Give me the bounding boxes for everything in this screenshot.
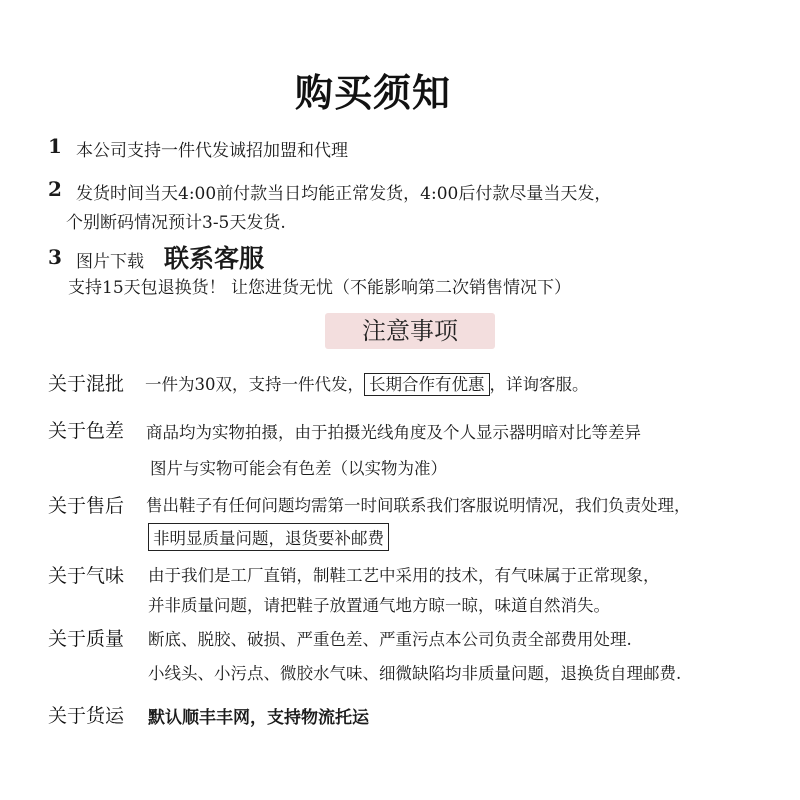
quality-label: 关于质量 — [48, 628, 125, 650]
item-2-text-line1: 发货时间当天4:00前付款当日均能正常发货，4:00后付款尽量当天发， — [76, 184, 612, 204]
smell-line1: 由于我们是工厂直销，制鞋工艺中采用的技术，有气味属于正常现象， — [148, 566, 660, 585]
color-diff-label: 关于色差 — [48, 420, 125, 442]
aftersale-postage-box: 非明显质量问题，退货要补邮费 — [148, 523, 389, 551]
color-diff-line2: 图片与实物可能会有色差（以实物为准） — [150, 459, 447, 478]
item-3-text: 图片下载 — [76, 252, 144, 272]
wholesale-text-a: 一件为30双，支持一件代发， — [145, 375, 364, 394]
return-policy-text: 支持15天包退换货！ 让您进货无忧（不能影响第二次销售情况下） — [68, 278, 572, 298]
contact-service-text: 联系客服 — [164, 244, 265, 273]
item-1-text: 本公司支持一件代发诚招加盟和代理 — [76, 141, 348, 161]
notice-banner: 注意事项 — [325, 313, 495, 349]
wholesale-label: 关于混批 — [48, 373, 125, 395]
wholesale-text-b: ，详询客服。 — [489, 375, 589, 394]
smell-line2: 并非质量问题，请把鞋子放置通气地方晾一晾，味道自然消失。 — [148, 596, 610, 615]
quality-line1: 断底、脱胶、破损、严重色差、严重污点本公司负责全部费用处理. — [148, 630, 632, 649]
color-diff-line1: 商品均为实物拍摄，由于拍摄光线角度及个人显示器明暗对比等差异 — [146, 423, 641, 442]
aftersale-line1: 售出鞋子有任何问题均需第一时间联系我们客服说明情况，我们负责处理， — [146, 496, 691, 515]
smell-label: 关于气味 — [48, 565, 125, 587]
item-3-number: 3 — [48, 245, 62, 269]
aftersale-label: 关于售后 — [48, 495, 125, 517]
item-2-text-line2: 个别断码情况预计3-5天发货. — [66, 213, 286, 233]
page-title: 购买须知 — [294, 71, 451, 115]
item-2-number: 2 — [48, 177, 62, 201]
quality-line2: 小线头、小污点、微胶水气味、细微缺陷均非质量问题，退换货自理邮费. — [148, 664, 682, 683]
shipping-label: 关于货运 — [48, 705, 125, 727]
wholesale-text — [145, 371, 589, 395]
shipping-text: 默认顺丰丰网，支持物流托运 — [148, 708, 369, 728]
item-1-number: 1 — [48, 134, 62, 158]
long-term-discount-box: 长期合作有优惠 — [364, 373, 490, 396]
